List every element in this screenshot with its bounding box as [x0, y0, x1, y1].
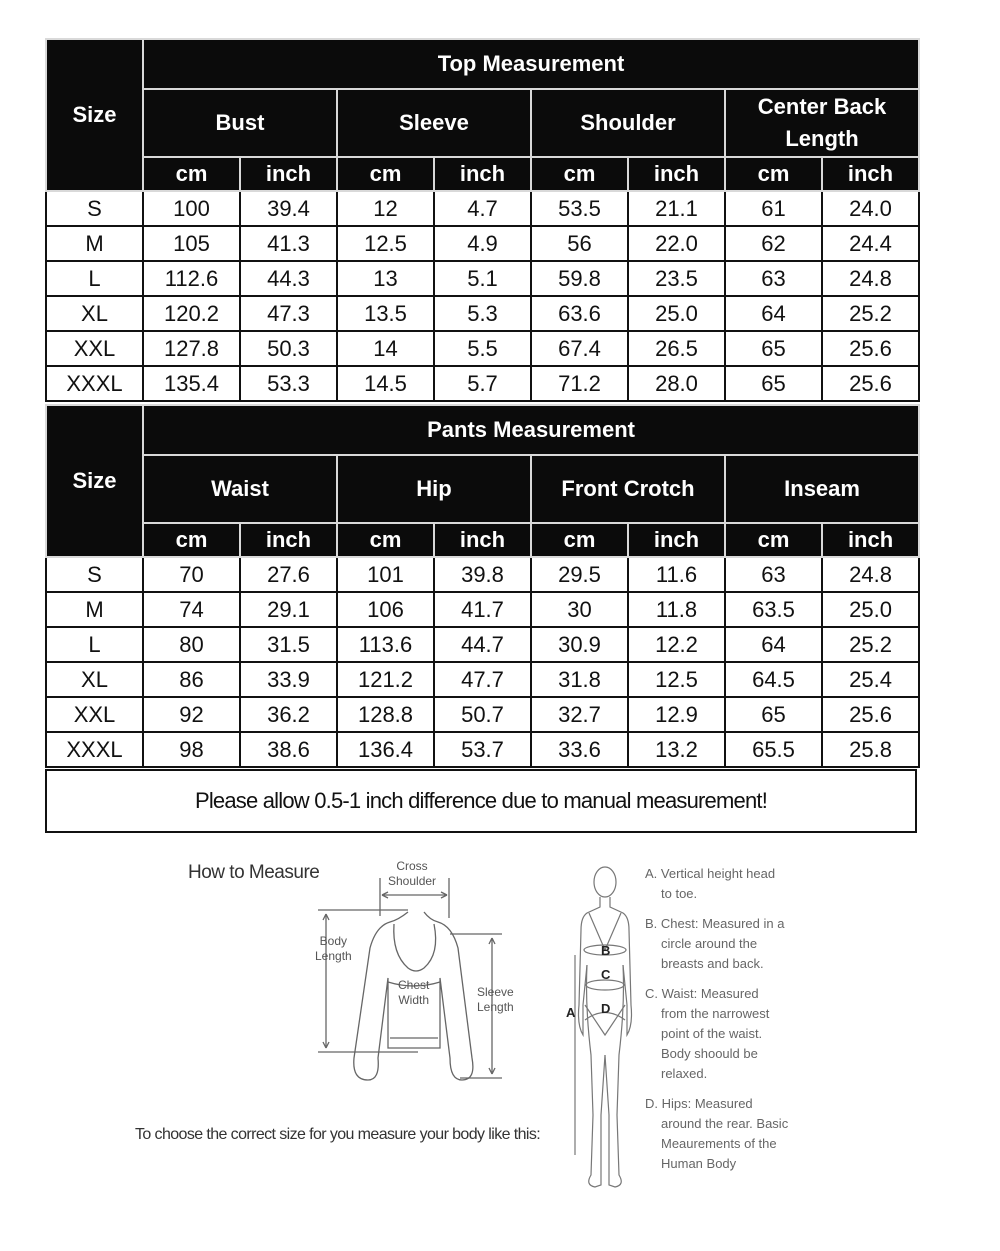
- measurement-cell: 127.8: [143, 331, 240, 366]
- measurement-cell: 112.6: [143, 261, 240, 296]
- label-line: Chest: [398, 978, 430, 992]
- label-cross-shoulder: [388, 859, 436, 889]
- measurement-cell: 63.6: [531, 296, 628, 331]
- measurement-cell: 33.6: [531, 732, 628, 767]
- size-cell: L: [46, 627, 143, 662]
- human-body-diagram-icon: [565, 855, 645, 1200]
- unit-header: cm: [143, 523, 240, 557]
- measurement-cell: 50.7: [434, 697, 531, 732]
- measurement-cell: 30: [531, 592, 628, 627]
- size-cell: XXL: [46, 697, 143, 732]
- table-title: Pants Measurement: [143, 405, 919, 455]
- measurement-cell: 53.7: [434, 732, 531, 767]
- size-cell: XXXL: [46, 366, 143, 401]
- label-line: Length: [315, 949, 352, 963]
- unit-header: inch: [240, 157, 337, 191]
- unit-header: cm: [531, 523, 628, 557]
- measurement-cell: 63.5: [725, 592, 822, 627]
- measurement-cell: 25.6: [822, 331, 919, 366]
- table-row: [46, 557, 919, 592]
- unit-header: cm: [725, 523, 822, 557]
- label-line: Cross: [396, 859, 428, 873]
- unit-header: cm: [143, 157, 240, 191]
- measurement-cell: 24.8: [822, 557, 919, 592]
- measurement-disclaimer: [45, 769, 917, 833]
- measurement-cell: 113.6: [337, 627, 434, 662]
- measurement-cell: 27.6: [240, 557, 337, 592]
- size-cell: XXXL: [46, 732, 143, 767]
- measurement-cell: 47.3: [240, 296, 337, 331]
- measurement-cell: 29.5: [531, 557, 628, 592]
- measurement-cell: 11.8: [628, 592, 725, 627]
- label-body-length: [315, 934, 352, 964]
- note-a-text: to toe.: [661, 886, 698, 901]
- measurement-cell: 128.8: [337, 697, 434, 732]
- unit-header: inch: [822, 523, 919, 557]
- table-row: [46, 366, 919, 401]
- table-row: [46, 191, 919, 226]
- measurement-cell: 53.5: [531, 191, 628, 226]
- measurement-cell: 136.4: [337, 732, 434, 767]
- group-header-center-back-length: Center Back Length: [725, 89, 919, 157]
- table-row: [46, 697, 919, 732]
- measurement-cell: 62: [725, 226, 822, 261]
- group-header-front-crotch: Front Crotch: [531, 455, 725, 523]
- measurement-cell: 5.5: [434, 331, 531, 366]
- measurement-cell: 64: [725, 296, 822, 331]
- measurement-cell: 101: [337, 557, 434, 592]
- measurement-cell: 25.4: [822, 662, 919, 697]
- measurement-cell: 13.5: [337, 296, 434, 331]
- unit-header: cm: [337, 157, 434, 191]
- unit-header: cm: [337, 523, 434, 557]
- note-d-text: around the rear. Basic Meaurements of the Human Body: [661, 1116, 789, 1171]
- unit-header: cm: [725, 157, 822, 191]
- measurement-cell: 30.9: [531, 627, 628, 662]
- measurement-cell: 39.8: [434, 557, 531, 592]
- measurement-cell: 63: [725, 261, 822, 296]
- size-cell: XL: [46, 296, 143, 331]
- sweater-diagram-icon: [310, 858, 530, 1088]
- note-d: [645, 1094, 795, 1174]
- table-row: [46, 331, 919, 366]
- table-row: [46, 226, 919, 261]
- measurement-cell: 22.0: [628, 226, 725, 261]
- label-line: Body: [319, 934, 348, 948]
- pants-measurement-table: [45, 404, 920, 768]
- size-cell: XL: [46, 662, 143, 697]
- measurement-cell: 25.0: [628, 296, 725, 331]
- measurement-cell: 25.6: [822, 697, 919, 732]
- measurement-cell: 25.2: [822, 627, 919, 662]
- label-chest-width: [398, 978, 429, 1008]
- marker-c: C: [601, 967, 611, 982]
- measurement-cell: 44.3: [240, 261, 337, 296]
- measurement-cell: 13.2: [628, 732, 725, 767]
- size-cell: XXL: [46, 331, 143, 366]
- measurement-cell: 98: [143, 732, 240, 767]
- group-header-sleeve: Sleeve: [337, 89, 531, 157]
- measurement-cell: 31.5: [240, 627, 337, 662]
- measurement-cell: 12: [337, 191, 434, 226]
- measurement-cell: 24.4: [822, 226, 919, 261]
- measurement-cell: 47.7: [434, 662, 531, 697]
- measurement-cell: 65: [725, 697, 822, 732]
- measurement-cell: 39.4: [240, 191, 337, 226]
- measurement-cell: 25.0: [822, 592, 919, 627]
- group-header-inseam: Inseam: [725, 455, 919, 523]
- measurement-cell: 14: [337, 331, 434, 366]
- measurement-cell: 67.4: [531, 331, 628, 366]
- marker-d: D: [601, 1001, 611, 1016]
- measurement-cell: 29.1: [240, 592, 337, 627]
- measurement-cell: 4.9: [434, 226, 531, 261]
- measure-instruction: To choose the correct size for you measure your body like this:: [135, 1126, 541, 1143]
- table-row: [46, 592, 919, 627]
- group-header-hip: Hip: [337, 455, 531, 523]
- unit-header: inch: [434, 523, 531, 557]
- size-header: Size: [46, 39, 143, 191]
- measurement-cell: 5.1: [434, 261, 531, 296]
- note-b-heading: B. Chest: Measured in a: [645, 916, 785, 931]
- unit-header: inch: [434, 157, 531, 191]
- unit-header: inch: [628, 523, 725, 557]
- size-cell: M: [46, 592, 143, 627]
- measurement-cell: 65: [725, 366, 822, 401]
- measurement-cell: 120.2: [143, 296, 240, 331]
- table-title: Top Measurement: [143, 39, 919, 89]
- measurement-cell: 5.3: [434, 296, 531, 331]
- measurement-cell: 50.3: [240, 331, 337, 366]
- measurement-cell: 64.5: [725, 662, 822, 697]
- top-measurement-table: [45, 38, 920, 402]
- measurement-cell: 74: [143, 592, 240, 627]
- measurement-cell: 65.5: [725, 732, 822, 767]
- measurement-cell: 80: [143, 627, 240, 662]
- note-a-heading: A. Vertical height head: [645, 866, 776, 881]
- table-row: [46, 261, 919, 296]
- measurement-cell: 41.7: [434, 592, 531, 627]
- measurement-cell: 24.8: [822, 261, 919, 296]
- measurement-cell: 5.7: [434, 366, 531, 401]
- table-row: [46, 627, 919, 662]
- body-measurement-notes: [645, 864, 795, 1184]
- measurement-cell: 26.5: [628, 331, 725, 366]
- measurement-cell: 14.5: [337, 366, 434, 401]
- note-b: [645, 914, 795, 974]
- unit-header: inch: [822, 157, 919, 191]
- measurement-cell: 38.6: [240, 732, 337, 767]
- measurement-cell: 63: [725, 557, 822, 592]
- measurement-cell: 41.3: [240, 226, 337, 261]
- note-c-text: from the narrowest point of the waist. Body shoould be relaxed.: [661, 1006, 770, 1081]
- note-c: [645, 984, 795, 1084]
- measurement-cell: 13: [337, 261, 434, 296]
- table-row: [46, 732, 919, 767]
- measurement-cell: 86: [143, 662, 240, 697]
- measurement-cell: 28.0: [628, 366, 725, 401]
- measurement-cell: 25.2: [822, 296, 919, 331]
- measurement-cell: 25.8: [822, 732, 919, 767]
- measurement-cell: 61: [725, 191, 822, 226]
- label-line: Length: [477, 1000, 514, 1014]
- note-a: [645, 864, 795, 904]
- measurement-cell: 44.7: [434, 627, 531, 662]
- marker-a: A: [566, 1005, 576, 1020]
- table-row: [46, 662, 919, 697]
- group-header-shoulder: Shoulder: [531, 89, 725, 157]
- measurement-cell: 32.7: [531, 697, 628, 732]
- measurement-cell: 33.9: [240, 662, 337, 697]
- size-cell: M: [46, 226, 143, 261]
- measurement-cell: 11.6: [628, 557, 725, 592]
- measurement-cell: 21.1: [628, 191, 725, 226]
- group-header-bust: Bust: [143, 89, 337, 157]
- label-sleeve-length: [477, 985, 514, 1015]
- measurement-cell: 53.3: [240, 366, 337, 401]
- size-cell: S: [46, 191, 143, 226]
- measurement-cell: 65: [725, 331, 822, 366]
- measurement-cell: 12.5: [337, 226, 434, 261]
- measurement-cell: 121.2: [337, 662, 434, 697]
- measurement-cell: 36.2: [240, 697, 337, 732]
- measurement-cell: 100: [143, 191, 240, 226]
- table-row: [46, 296, 919, 331]
- measurement-cell: 25.6: [822, 366, 919, 401]
- measurement-cell: 106: [337, 592, 434, 627]
- measurement-cell: 4.7: [434, 191, 531, 226]
- marker-b: B: [601, 943, 611, 958]
- measurement-cell: 56: [531, 226, 628, 261]
- measurement-cell: 105: [143, 226, 240, 261]
- measurement-cell: 23.5: [628, 261, 725, 296]
- group-header-waist: Waist: [143, 455, 337, 523]
- measurement-cell: 135.4: [143, 366, 240, 401]
- measurement-cell: 64: [725, 627, 822, 662]
- measurement-cell: 92: [143, 697, 240, 732]
- label-line: Shoulder: [388, 874, 437, 888]
- label-line: Width: [398, 993, 430, 1007]
- note-b-text: circle around the breasts and back.: [661, 936, 764, 971]
- measurement-cell: 12.2: [628, 627, 725, 662]
- unit-header: inch: [240, 523, 337, 557]
- how-to-measure-title: How to Measure: [188, 862, 320, 883]
- measurement-cell: 59.8: [531, 261, 628, 296]
- measurement-cell: 70: [143, 557, 240, 592]
- note-c-heading: C. Waist: Measured: [645, 986, 759, 1001]
- measurement-cell: 24.0: [822, 191, 919, 226]
- disclaimer-text: Please allow 0.5-1 inch difference due to manual measurement!: [194, 788, 768, 813]
- size-cell: S: [46, 557, 143, 592]
- unit-header: inch: [628, 157, 725, 191]
- measurement-cell: 71.2: [531, 366, 628, 401]
- size-cell: L: [46, 261, 143, 296]
- measurement-cell: 31.8: [531, 662, 628, 697]
- measurement-cell: 12.5: [628, 662, 725, 697]
- note-d-heading: D. Hips: Measured: [645, 1096, 753, 1111]
- label-line: Sleeve: [477, 985, 514, 999]
- size-header: Size: [46, 405, 143, 557]
- measurement-cell: 12.9: [628, 697, 725, 732]
- unit-header: cm: [531, 157, 628, 191]
